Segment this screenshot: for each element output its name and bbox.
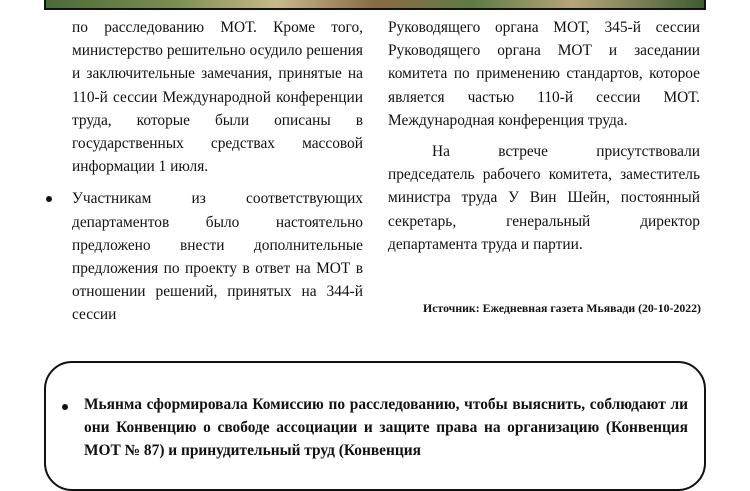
right-paragraph-1: Руководящего органа МОТ, 345-й сессии Руководящего органа МОТ и заседании комитета по применению стандартов, которое является частью 110-й сессии МОТ. Международная конференция труда. (388, 19, 700, 129)
bullet-item (72, 187, 363, 326)
left-column (72, 16, 363, 327)
bullet-icon (62, 404, 68, 410)
bullet-text: Участникам из соответствующих департаментов было настоятельно предложено внести дополнительные предложения по проекту в ответ на МОТ в отношении решений, принятых на 344-й сессии (72, 190, 363, 324)
bullet-icon (46, 196, 52, 202)
left-paragraph: по расследованию МОТ. Кроме того, министерство решительно осудило решения и заключительные замечания, принятые на 110-й сессии Международной конференции труда, которые были описаны в государственных средствах массовой информации 1 июля. (72, 19, 363, 176)
right-paragraph-2: На встрече присутствовали председатель рабочего комитета, заместитель министра труда У Вин Шейн, постоянный секретарь, генеральный директор департамента труда и партии. (388, 143, 700, 253)
source-citation: Источник: Ежедневная газета Мьявади (20-10-2022) (423, 301, 701, 315)
photo-bottom-edge (44, 0, 706, 10)
highlight-box-text: Мьянма сформировала Комиссию по расследованию, чтобы выяснить, соблюдают ли они Конвенцию о свободе ассоциации и защите права на организацию (Конвенция МОТ № 87) и принудительный труд (Конвенция (84, 396, 688, 459)
right-column (388, 16, 700, 256)
